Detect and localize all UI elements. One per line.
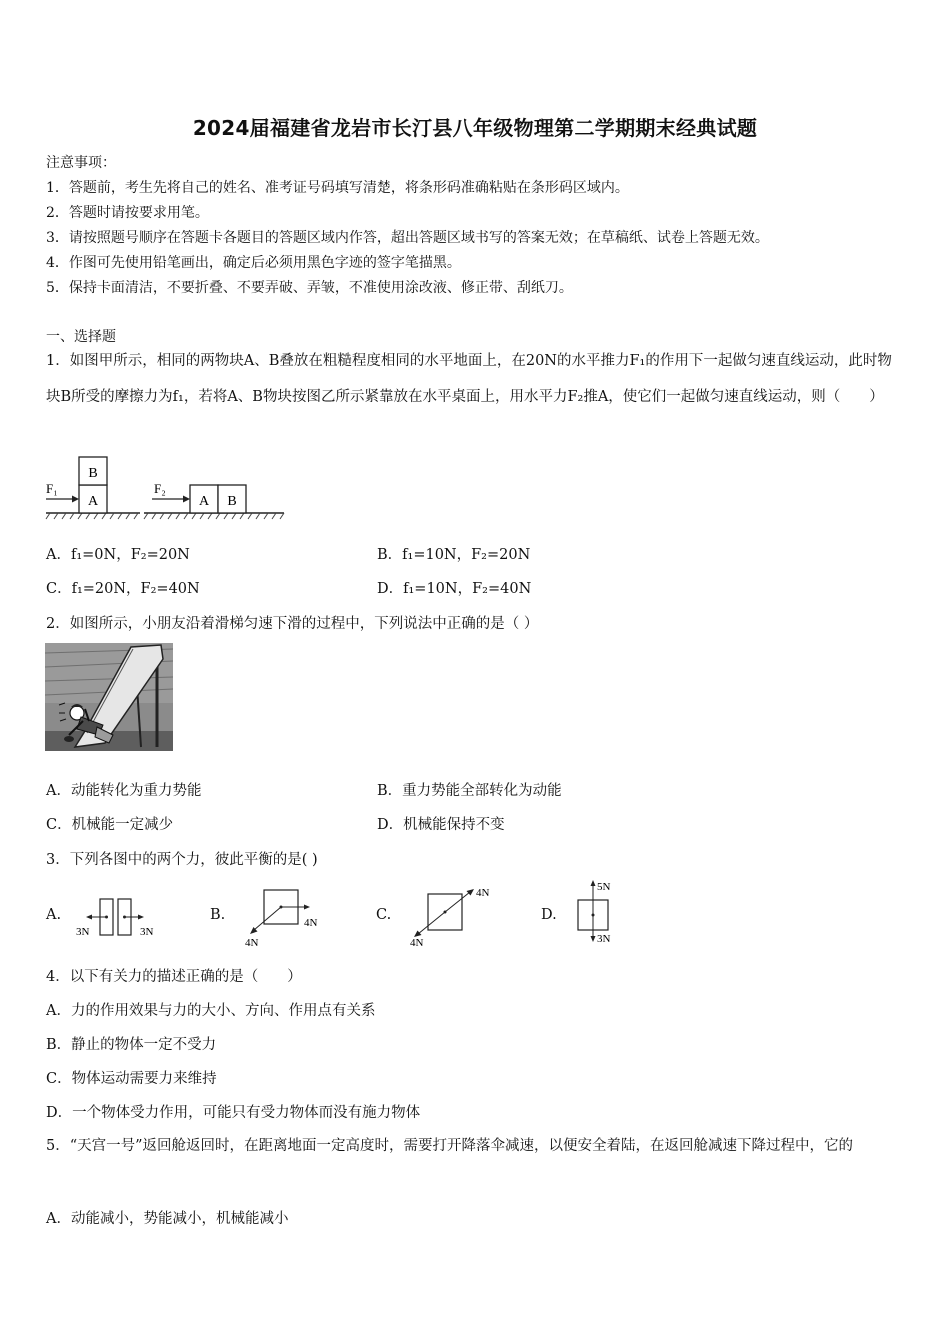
question-5-text: 5．“天宫一号”返回舱返回时，在距离地面一定高度时，需要打开降落伞减速，以便安全着陆，在返回舱减速下降过程中，它的 (46, 1138, 854, 1154)
slide-illustration (45, 643, 173, 751)
notice-item: 4．作图可先使用铅笔画出，确定后必须用黑色字迹的签字笔描黑。 (46, 255, 461, 271)
q3d-force-down: 3N (597, 933, 611, 945)
q2-option-c: C．机械能一定减少 (46, 817, 174, 833)
force-f1-label: F₁ (46, 481, 58, 496)
question-3-text: 3．下列各图中的两个力，彼此平衡的是( ) (46, 852, 318, 868)
question-2-text: 2．如图所示，小朋友沿着滑梯匀速下滑的过程中，下列说法中正确的是（ ） (46, 616, 539, 632)
q1-option-b: B．f₁=10N，F₂=20N (377, 547, 531, 563)
label-a-2: A (198, 494, 210, 509)
q3a-force-left: 3N (76, 926, 90, 938)
q1-figure (44, 455, 288, 527)
q2-option-d: D．机械能保持不变 (377, 817, 505, 833)
q4-option-c: C．物体运动需要力来维持 (46, 1071, 217, 1087)
q1-option-d: D．f₁=10N，F₂=40N (377, 581, 532, 597)
q4-option-d: D．一个物体受力作用，可能只有受力物体而没有施力物体 (46, 1105, 421, 1121)
q3-diagram-a (72, 893, 162, 945)
q4-option-b: B．静止的物体一定不受力 (46, 1037, 217, 1053)
q3a-force-right: 3N (140, 926, 154, 938)
q3d-force-up: 5N (597, 881, 611, 893)
notice-item: 1．答题前，考生先将自己的姓名、准考证号码填写清楚，将条形码准确粘贴在条形码区域内。 (46, 180, 629, 196)
notice-item: 5．保持卡面清洁，不要折叠、不要弄破、弄皱，不准使用涂改液、修正带、刮纸刀。 (46, 280, 573, 296)
q3-label-d: D. (541, 907, 557, 923)
label-a: A (87, 494, 99, 509)
notice-heading: 注意事项： (46, 155, 116, 171)
q5-option-a: A．动能减小，势能减小，机械能减小 (46, 1211, 289, 1227)
q3-diagram-d (570, 878, 630, 948)
notice-item: 3．请按照题号顺序在答题卡各题目的答题区域内作答，超出答题区域书写的答案无效；在草稿纸、试卷上答题无效。 (46, 230, 769, 246)
q1-option-c: C．f₁=20N，F₂=40N (46, 581, 200, 597)
section-heading: 一、选择题 (46, 329, 116, 345)
q1-option-a: A．f₁=0N，F₂=20N (46, 547, 190, 563)
force-f2-label: F₂ (154, 481, 166, 496)
exam-title: 2024届福建省龙岩市长汀县八年级物理第二学期期末经典试题 (192, 116, 758, 140)
q3c-force-1: 4N (476, 887, 490, 899)
q2-option-a: A．动能转化为重力势能 (46, 783, 202, 799)
q3-diagram-c (404, 884, 500, 948)
q3b-force-1: 4N (245, 937, 259, 948)
label-b: B (88, 466, 98, 481)
label-b-2: B (227, 494, 237, 509)
question-1-text: 1．如图甲所示，相同的两物块A、B叠放在粗糙程度相同的水平地面上，在20N的水平推力F₁的作用下一起做匀速直线运动，此时物块B所受的摩擦力为f₁，若将A、B物块按图乙所示紧靠放在水平桌面上，用水平力F₂推A，使它们一起做匀速直线运动，则（ ） (46, 353, 892, 405)
q2-option-b: B．重力势能全部转化为动能 (377, 783, 562, 799)
q3b-force-2: 4N (304, 917, 318, 929)
question-4-text: 4．以下有关力的描述正确的是（ ） (46, 969, 302, 985)
q4-option-a: A．力的作用效果与力的大小、方向、作用点有关系 (46, 1003, 376, 1019)
q3-label-b: B. (210, 907, 226, 923)
q3-label-c: C. (376, 907, 392, 923)
q3c-force-2: 4N (410, 937, 424, 948)
notice-item: 2．答题时请按要求用笔。 (46, 205, 209, 221)
q3-diagram-b (238, 884, 328, 948)
q3-label-a: A. (46, 907, 62, 923)
